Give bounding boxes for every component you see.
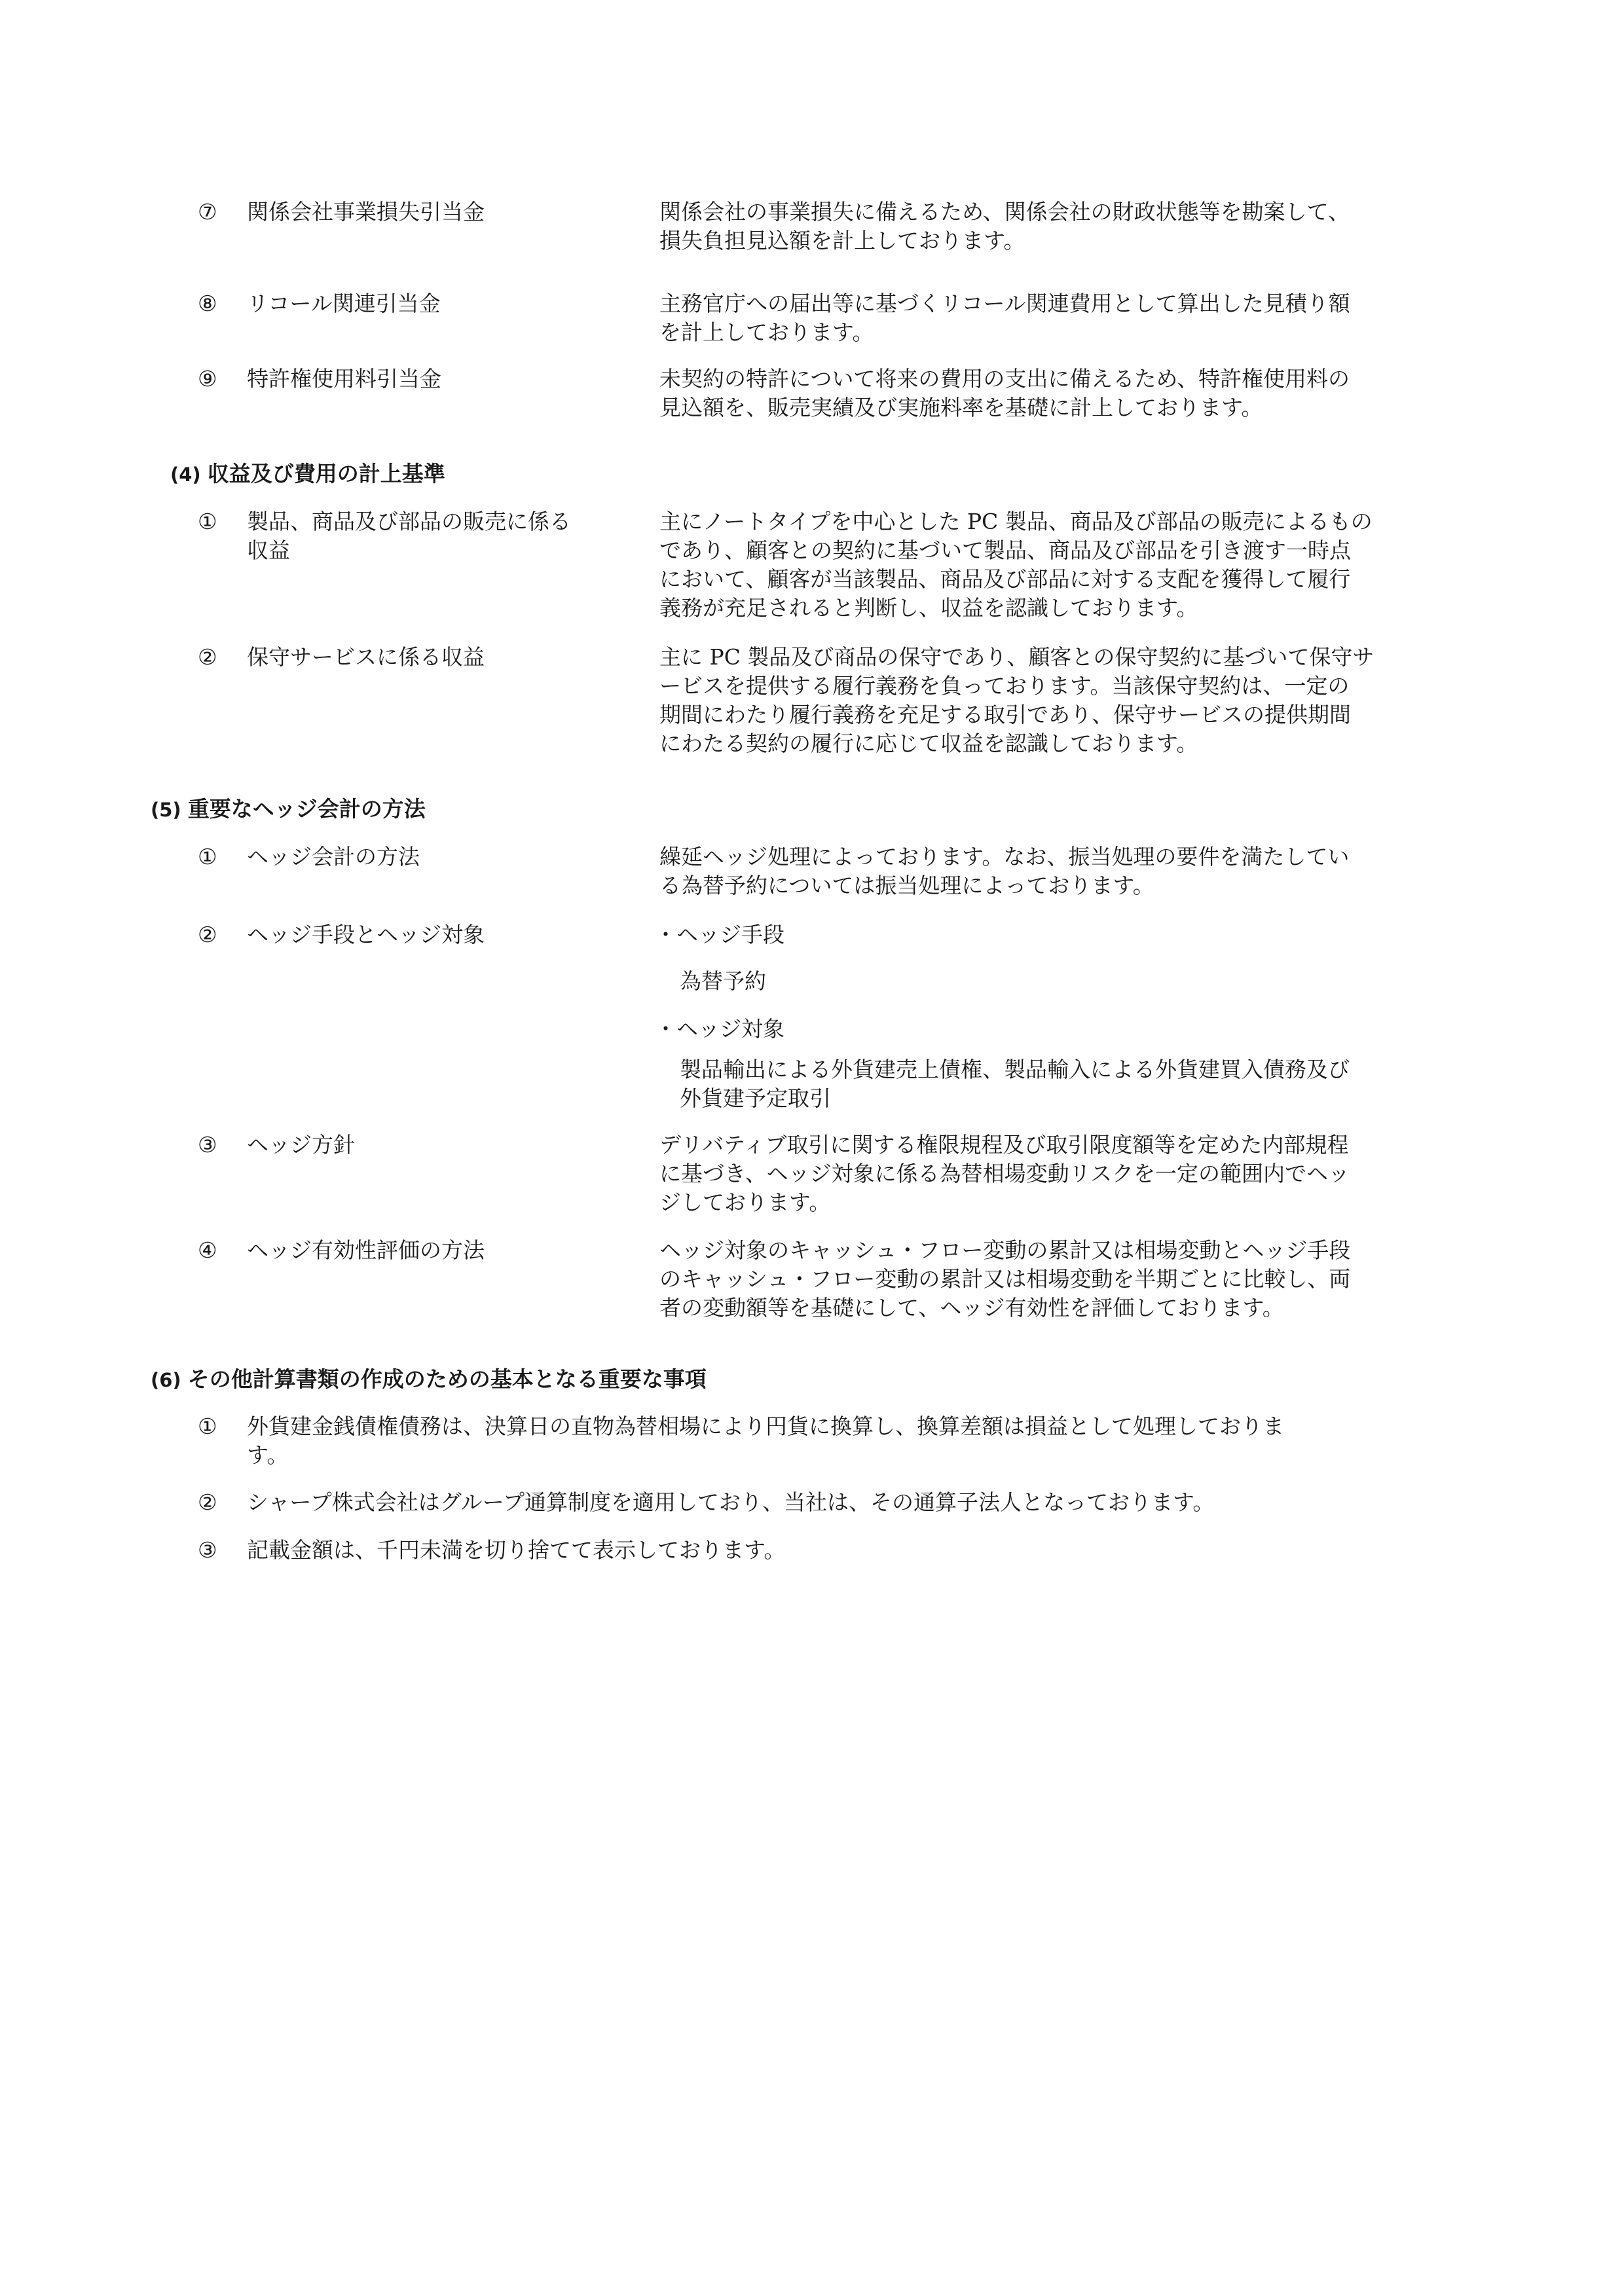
item-number: ⑨ [198, 366, 217, 392]
item-description: ヘッジ対象のキャッシュ・フロー変動の累計又は相場変動とヘッジ手段 のキャッシュ・フロー変動の累計又は相場変動を半期ごとに比較し、両 者の変動額等を基礎にして、ヘッジ有効性を評価しております。 [659, 1237, 1351, 1321]
item-description: 関係会社の事業損失に備えるため、関係会社の財政状態等を勘案して、 損失負担見込額を計上しております。 [659, 199, 1350, 253]
item-number: ① [198, 844, 217, 869]
item-description: 主にノートタイプを中心とした PC 製品、商品及び部品の販売によるもの であり、顧客との契約に基づいて製品、商品及び部品を引き渡す一時点 において、顧客が当該製品、商品及び部品に対する支配を獲得して履行 義務が充足されると判断し、収益を認識しております。 [659, 509, 1373, 621]
item-number: ③ [198, 1132, 217, 1157]
item-label: 収益 [247, 538, 290, 563]
item-number: ③ [198, 1537, 217, 1563]
bullet-detail: 製品輸出による外貨建売上債権、製品輸入による外貨建買入債務及び 外貨建予定取引 [680, 1057, 1350, 1111]
section-heading [151, 1365, 707, 1394]
item-label: 特許権使用料引当金 [247, 366, 441, 392]
item-description: 主に PC 製品及び商品の保守であり、顧客との保守契約に基づいて保守サ ービスを提供する履行義務を負っております。当該保守契約は、一定の 期間にわたり履行義務を充足する取引であり、保守サービスの提供期間 にわたる契約の履行に応じて収益を認識しております。 [659, 644, 1375, 756]
item-number: ② [198, 922, 217, 947]
item-number: ① [198, 509, 217, 534]
bullet-heading: ・ヘッジ手段 [655, 922, 784, 947]
section-title: その他計算書類の作成のための基本となる重要な事項 [187, 1366, 707, 1392]
bullet-detail: 為替予約 [680, 968, 766, 994]
item-label: ヘッジ会計の方法 [247, 844, 420, 869]
section-heading [170, 460, 445, 489]
item-description: 外貨建金銭債権債務は、決算日の直物為替相場により円貨に換算し、換算差額は損益として処理しておりま す。 [247, 1413, 1284, 1468]
item-number: ② [198, 644, 217, 670]
item-number: ② [198, 1489, 217, 1515]
item-label: ヘッジ手段とヘッジ対象 [247, 922, 485, 947]
item-number: ⑦ [198, 199, 217, 225]
item-description: シャープ株式会社はグループ通算制度を適用しており、当社は、その通算子法人となっております。 [247, 1489, 1215, 1515]
section-number: (5) [151, 799, 181, 821]
section-number: (6) [151, 1369, 181, 1391]
item-label: ヘッジ有効性評価の方法 [247, 1237, 485, 1263]
item-description: 繰延ヘッジ処理によっております。なお、振当処理の要件を満たしてい る為替予約については振当処理によっております。 [659, 844, 1350, 898]
item-label: リコール関連引当金 [247, 291, 441, 316]
item-number: ⑧ [198, 291, 217, 316]
item-label: 関係会社事業損失引当金 [247, 199, 485, 225]
section-heading [151, 795, 426, 824]
item-description: 未契約の特許について将来の費用の支出に備えるため、特許権使用料の 見込額を、販売実績及び実施料率を基礎に計上しております。 [659, 366, 1350, 420]
item-description: 記載金額は、千円未満を切り捨てて表示しております。 [247, 1537, 786, 1563]
section-title: 収益及び費用の計上基準 [207, 461, 445, 486]
section-number: (4) [170, 464, 201, 486]
item-label: 製品、商品及び部品の販売に係る [247, 509, 571, 534]
section-title: 重要なヘッジ会計の方法 [187, 796, 426, 822]
item-number: ① [198, 1413, 217, 1439]
item-description: 主務官庁への届出等に基づくリコール関連費用として算出した見積り額 を計上しております。 [659, 291, 1350, 345]
item-number: ④ [198, 1237, 217, 1263]
bullet-heading: ・ヘッジ対象 [655, 1016, 784, 1042]
item-label: 保守サービスに係る収益 [247, 644, 485, 670]
item-description: デリバティブ取引に関する権限規程及び取引限度額等を定めた内部規程 に基づき、ヘッジ対象に係る為替相場変動リスクを一定の範囲内でヘッ ジしております。 [659, 1132, 1350, 1215]
item-label: ヘッジ方針 [247, 1132, 355, 1157]
